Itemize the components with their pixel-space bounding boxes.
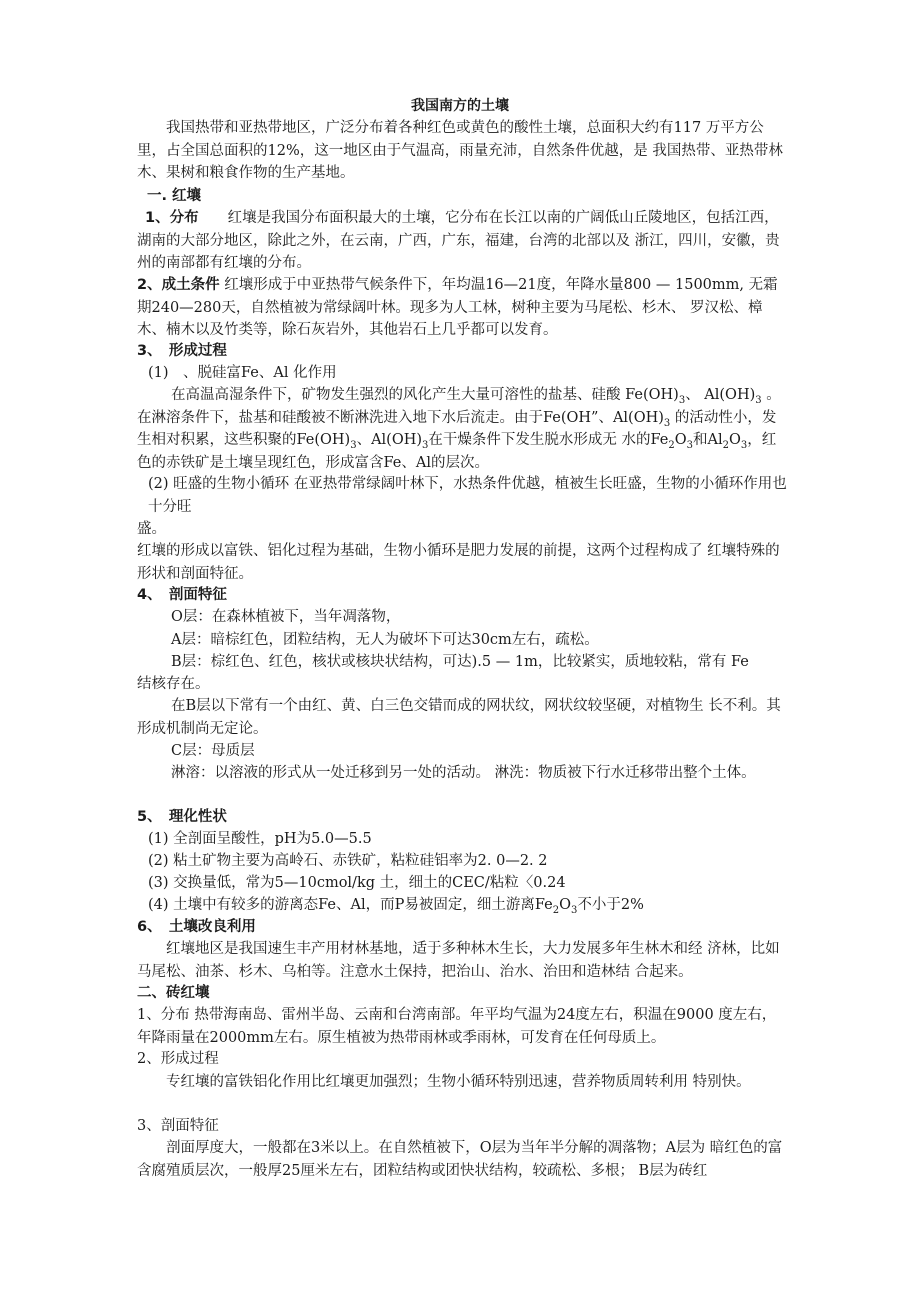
conditions-paragraph: [137, 274, 789, 342]
process-heading: 3、 形成过程: [137, 343, 227, 359]
conditions-text: 红壤形成于中亚热带气候条件下，年均温16—21度，年降水量800 — 1500mm, 无霜期240—280天，自然植被为常绿阔叶林。现多为人工林，树种主要为马尾松、杉木、 罗汉松、樟木、楠木以及竹类等，除石灰岩外，其他岩石上几乎都可以发育。: [137, 277, 778, 338]
prop-item-4: (4) 土壤中有较多的游离态Fe、Al，而P易被固定，细土游离$Fe_2O_3$不小于2%: [148, 897, 644, 916]
prop-item-3: (3) 交换量低，常为5—10cmol/kg 土，细土的CEC/粘粒〈0.24: [148, 875, 566, 891]
latosol-process-heading: 2、形成过程: [137, 1051, 219, 1067]
prop-item-1: (1) 全剖面呈酸性，pH为5.0—5.5: [148, 831, 372, 847]
distribution-label: 1、分布: [145, 210, 199, 226]
section-heading-latosol: 二、砖红壤: [137, 985, 210, 1001]
section-heading-red-soil: 一. 红壤: [147, 188, 202, 204]
profile-b-tail: 结核存在。: [137, 676, 210, 692]
improve-heading: 6、 土壤改良利用: [137, 919, 256, 935]
process-1-text: 在高温高湿条件下，矿物发生强烈的风化产生大量可溶性的盐基、硅酸 $Fe(OH)_3$、 $Al(OH)_3$ 。在淋溶条件下，盐基和硅酸被不断淋洗进入地下水后流走。由于Fe(OH”、$Al(OH)_3$ 的活动性小，发生相对积累，这些积聚的$Fe(OH)_3$、$Al(OH)_3$在干燥条件下发生脱水形成无 水的$Fe_2O_3$和$Al_2O_3$，红色的赤铁矿是土壤呈现红色，形成富含Fe、Al的层次。: [137, 387, 781, 471]
latosol-distribution: [137, 1004, 789, 1049]
latosol-distribution-text: 热带海南岛、雷州半岛、云南和台湾南部。年平均气温为24度左右，积温在9000 度左右，年降雨量在2000mm左右。原生植被为热带雨林或季雨林，可发育在任何母质上。: [137, 1007, 777, 1046]
conditions-label: 2、成土条件: [137, 277, 220, 293]
profile-a-layer: A层：暗棕红色，团粒结构，无人为破坏下可达30cm左右，疏松。: [171, 632, 599, 648]
latosol-profile-heading: 3、剖面特征: [137, 1118, 219, 1134]
process-2-text: (2) 旺盛的生物小循环 在亚热带常绿阔叶林下，水热条件优越，植被生长旺盛，生物的小循环作用也十分旺: [148, 476, 787, 515]
leaching-definition: 淋溶：以溶液的形式从一处迁移到另一处的活动。 淋洗：物质被下行水迁移带出整个土体。: [171, 765, 756, 781]
prop-item-2: (2) 粘土矿物主要为高岭石、赤铁矿，粘粒硅铝率为2. 0—2. 2: [148, 853, 548, 869]
profile-heading: 4、 剖面特征: [137, 587, 227, 603]
profile-net-paragraph: 在B层以下常有一个由红、黄、白三色交错而成的网状纹，网状纹较坚硬，对植物生 长不利。其形成机制尚无定论。: [137, 698, 781, 737]
distribution-paragraph: [137, 207, 789, 275]
latosol-distribution-label: 1、分布: [137, 1007, 190, 1023]
process-1-label: (1) 、脱硅富Fe、Al 化作用: [148, 365, 337, 381]
latosol-process-text: 专红壤的富铁铝化作用比红壤更加强烈；生物小循环特别迅速，营养物质周转利用 特别快。: [137, 1074, 751, 1090]
props-heading: 5、 理化性状: [137, 809, 227, 825]
latosol-profile-text: 剖面厚度大，一般都在3米以上。在自然植被下，O层为当年半分解的凋落物；A层为 暗红色的富含腐殖质层次，一般厚25厘米左右，团粒结构或团快状结构，较疏松、多根； B层为砖红: [137, 1140, 783, 1179]
page-title: 我国南方的土壤: [411, 98, 509, 114]
intro-paragraph: 我国热带和亚热带地区，广泛分布着各种红色或黄色的酸性土壤，总面积大约有117 万平方公里，占全国总面积的12%，这一地区由于气温高，雨量充沛，自然条件优越，是 我国热带、亚热带林木、果树和粮食作物的生产基地。: [137, 120, 783, 181]
process-summary: 红壤的形成以富铁、铝化过程为基础，生物小循环是肥力发展的前提，这两个过程构成了 红壤特殊的形状和剖面特征。: [137, 543, 780, 582]
process-2-tail: 盛。: [137, 521, 166, 537]
profile-c-layer: C层：母质层: [171, 743, 255, 759]
distribution-text: 红壤是我国分布面积最大的土壤，它分布在长江以南的广阔低山丘陵地区，包括江西，湖南的大部分地区，除此之外，在云南，广西，广东，福建，台湾的北部以及 浙江，四川，安徽，贵州的南部都有红壤的分布。: [137, 210, 780, 271]
profile-o-layer: O层：在森林植被下，当年凋落物，: [171, 609, 401, 625]
profile-b-layer: B层：棕红色、红色，核状或核块状结构，可达).5 — 1m，比较紧实，质地较粘，常有 Fe: [171, 654, 749, 670]
improve-text: 红壤地区是我国速生丰产用材林基地，适于多种林木生长，大力发展多年生林木和经 济林，比如马尾松、油茶、杉木、乌桕等。注意水土保持，把治山、治水、治田和造林结 合起来。: [137, 941, 780, 980]
